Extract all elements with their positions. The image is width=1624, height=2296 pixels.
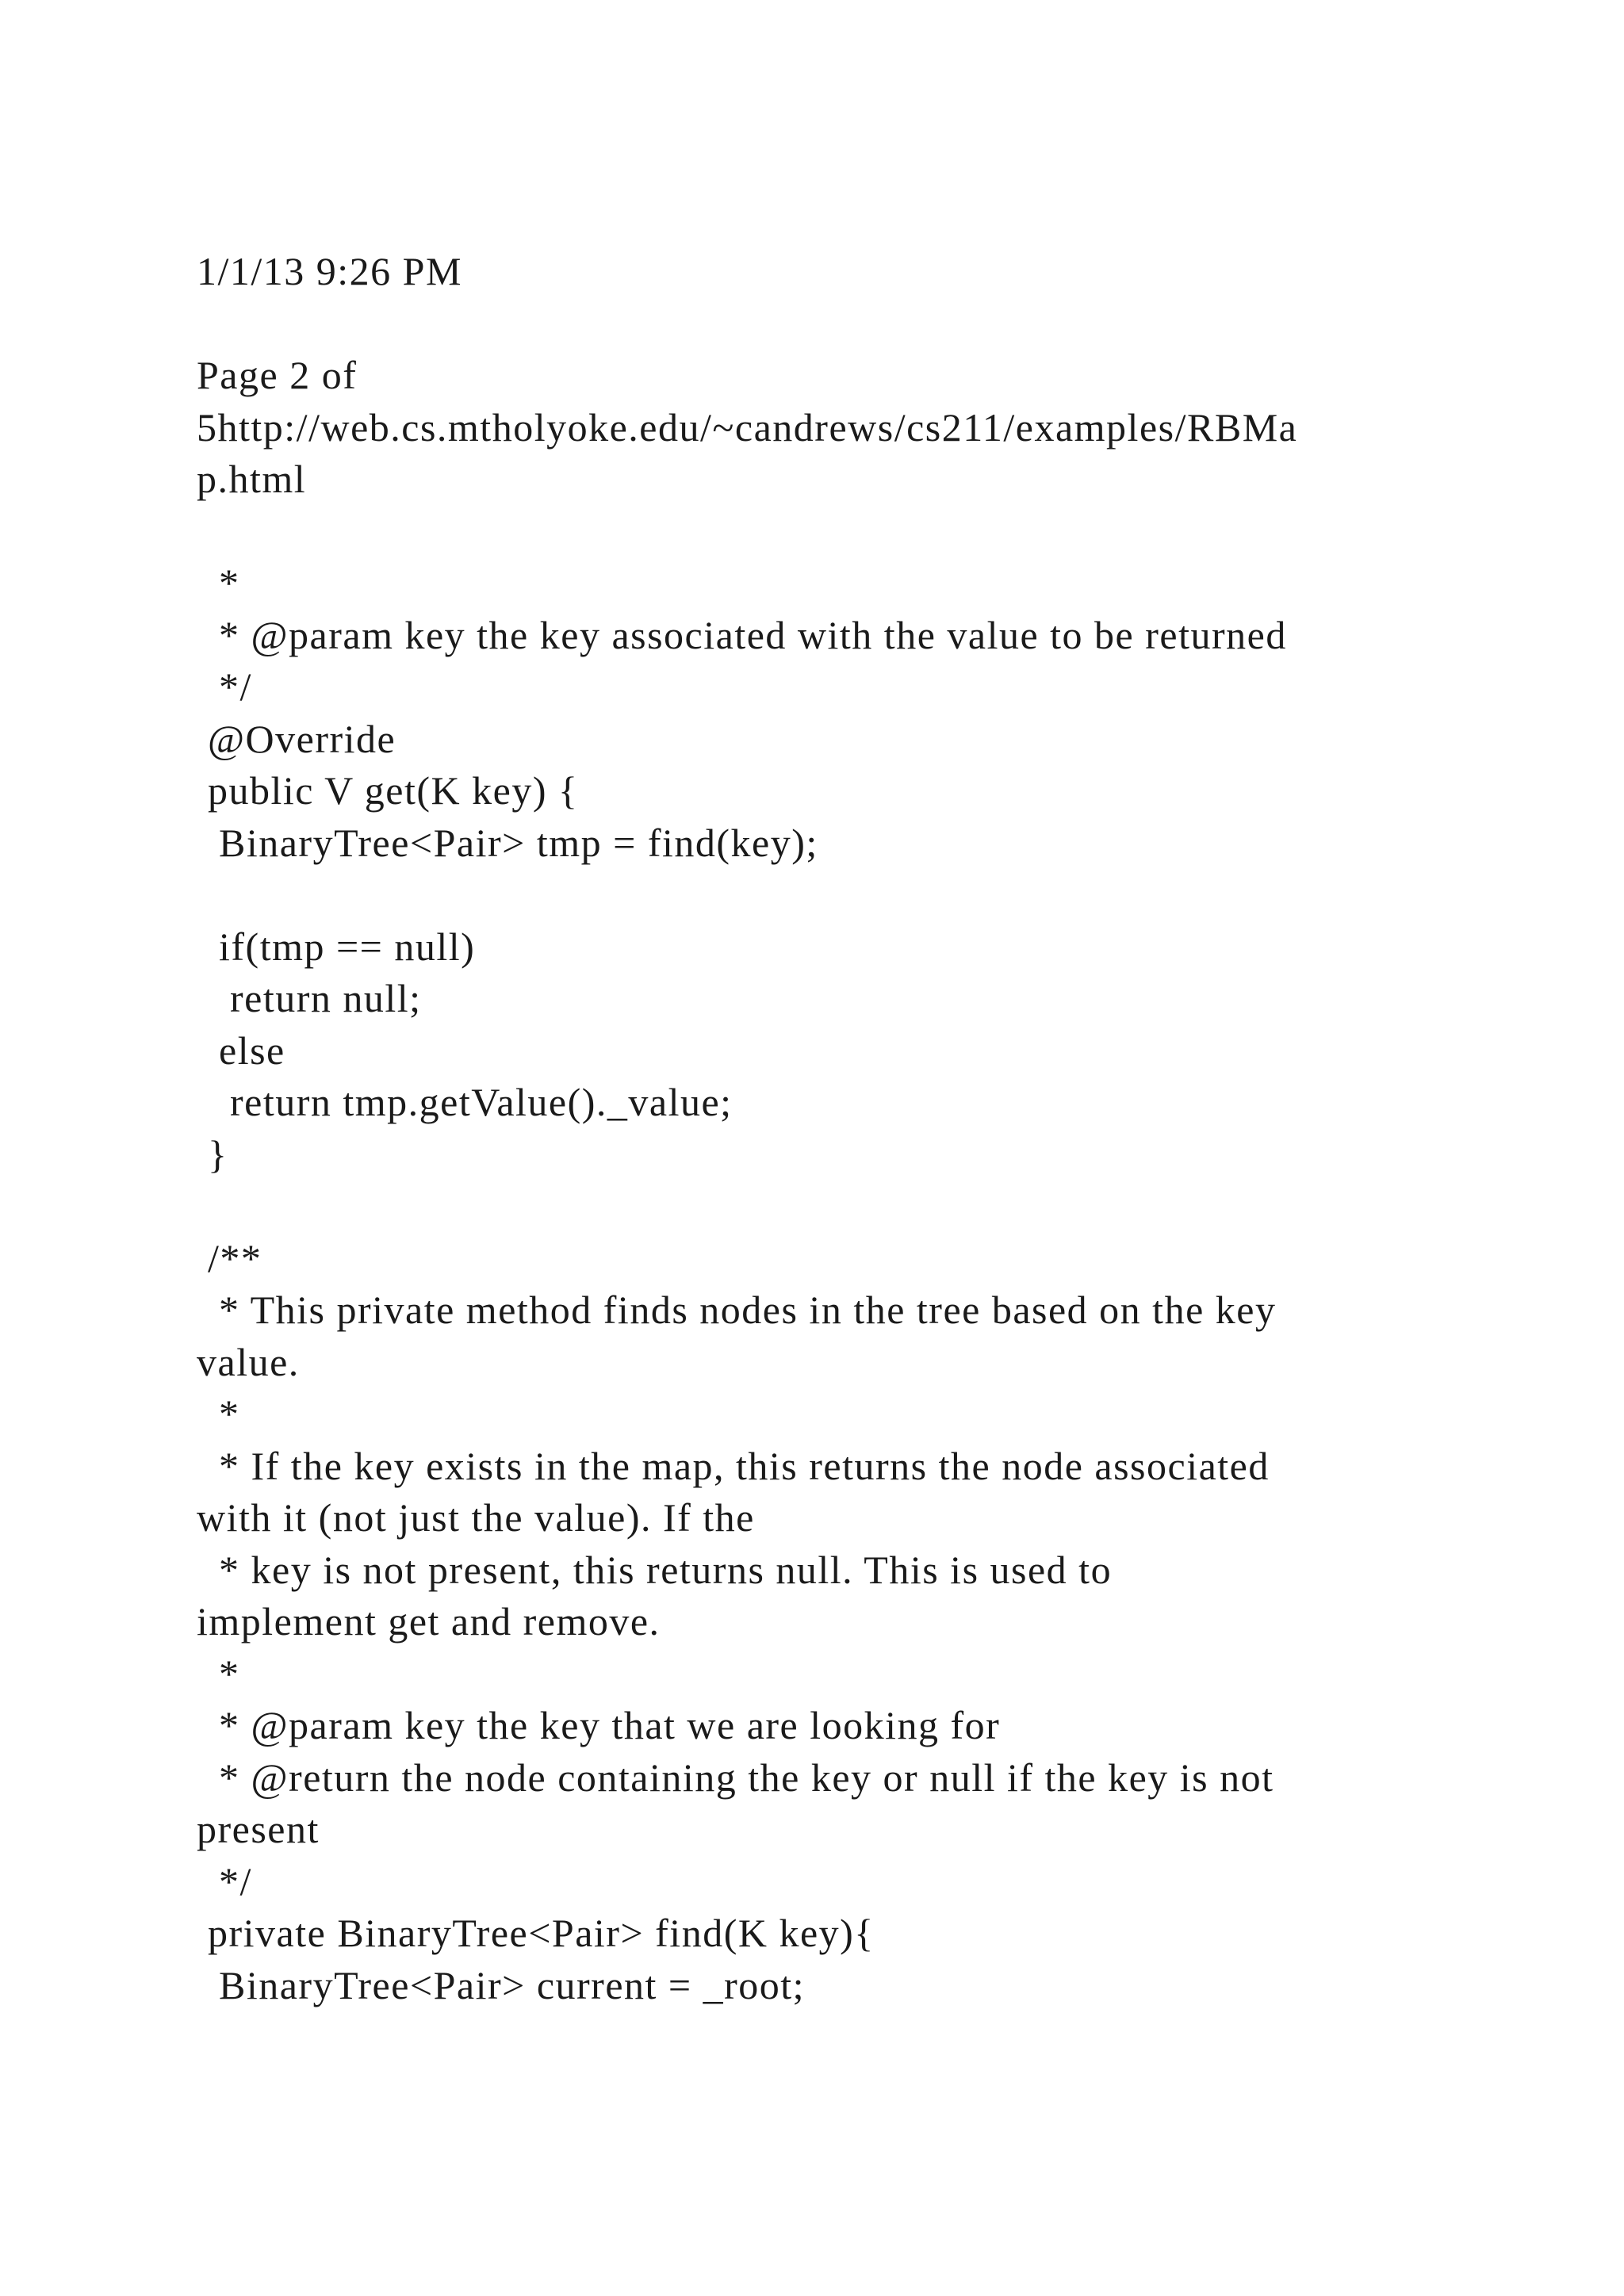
text-line: 1/1/13 9:26 PM [197, 249, 462, 293]
text-line [197, 298, 1465, 350]
text-line: @Override [197, 716, 396, 761]
text-line [197, 869, 1465, 921]
text-line: */ [197, 664, 252, 709]
text-line: */ [197, 1858, 252, 1904]
text-line: } [197, 1131, 228, 1177]
text-line: present [197, 1807, 320, 1851]
text-line: with it (not just the value). If the [197, 1495, 755, 1540]
text-line: public V get(K key) { [197, 768, 579, 813]
text-line: implement get and remove. [197, 1599, 661, 1644]
text-line: * [197, 1651, 240, 1696]
text-line: BinaryTree<Pair> current = _root; [197, 1962, 806, 2007]
text-line: value. [197, 1339, 300, 1384]
text-line: private BinaryTree<Pair> find(K key){ [197, 1911, 875, 1955]
text-line: * This private method finds nodes in the tree based on the key [197, 1288, 1277, 1332]
text-line: /** [197, 1235, 262, 1280]
text-line: * key is not present, this returns null. This is used to [197, 1547, 1113, 1592]
document-body [197, 246, 1465, 2011]
text-line: 5http://web.cs.mtholyoke.edu/~candrews/cs211/examples/RBMa [197, 404, 1298, 450]
text-line: * @return the node containing the key or null if the key is not [197, 1755, 1274, 1800]
text-line: p.html [197, 457, 307, 501]
text-line: if(tmp == null) [197, 924, 476, 969]
text-line: else [197, 1027, 285, 1073]
text-line: BinaryTree<Pair> tmp = find(key); [197, 820, 818, 865]
text-line [197, 506, 1465, 558]
text-line: return null; [197, 976, 422, 1020]
text-line: * @param key the key associated with the value to be returned [197, 612, 1287, 657]
text-line: * [197, 1391, 240, 1436]
text-line [197, 1181, 1465, 1233]
text-line: * [197, 561, 240, 605]
text-line: * If the key exists in the map, this returns the node associated [197, 1443, 1270, 1488]
text-line: return tmp.getValue()._value; [197, 1080, 733, 1124]
text-line: Page 2 of [197, 353, 358, 397]
text-line: * @param key the key that we are looking for [197, 1703, 1001, 1747]
